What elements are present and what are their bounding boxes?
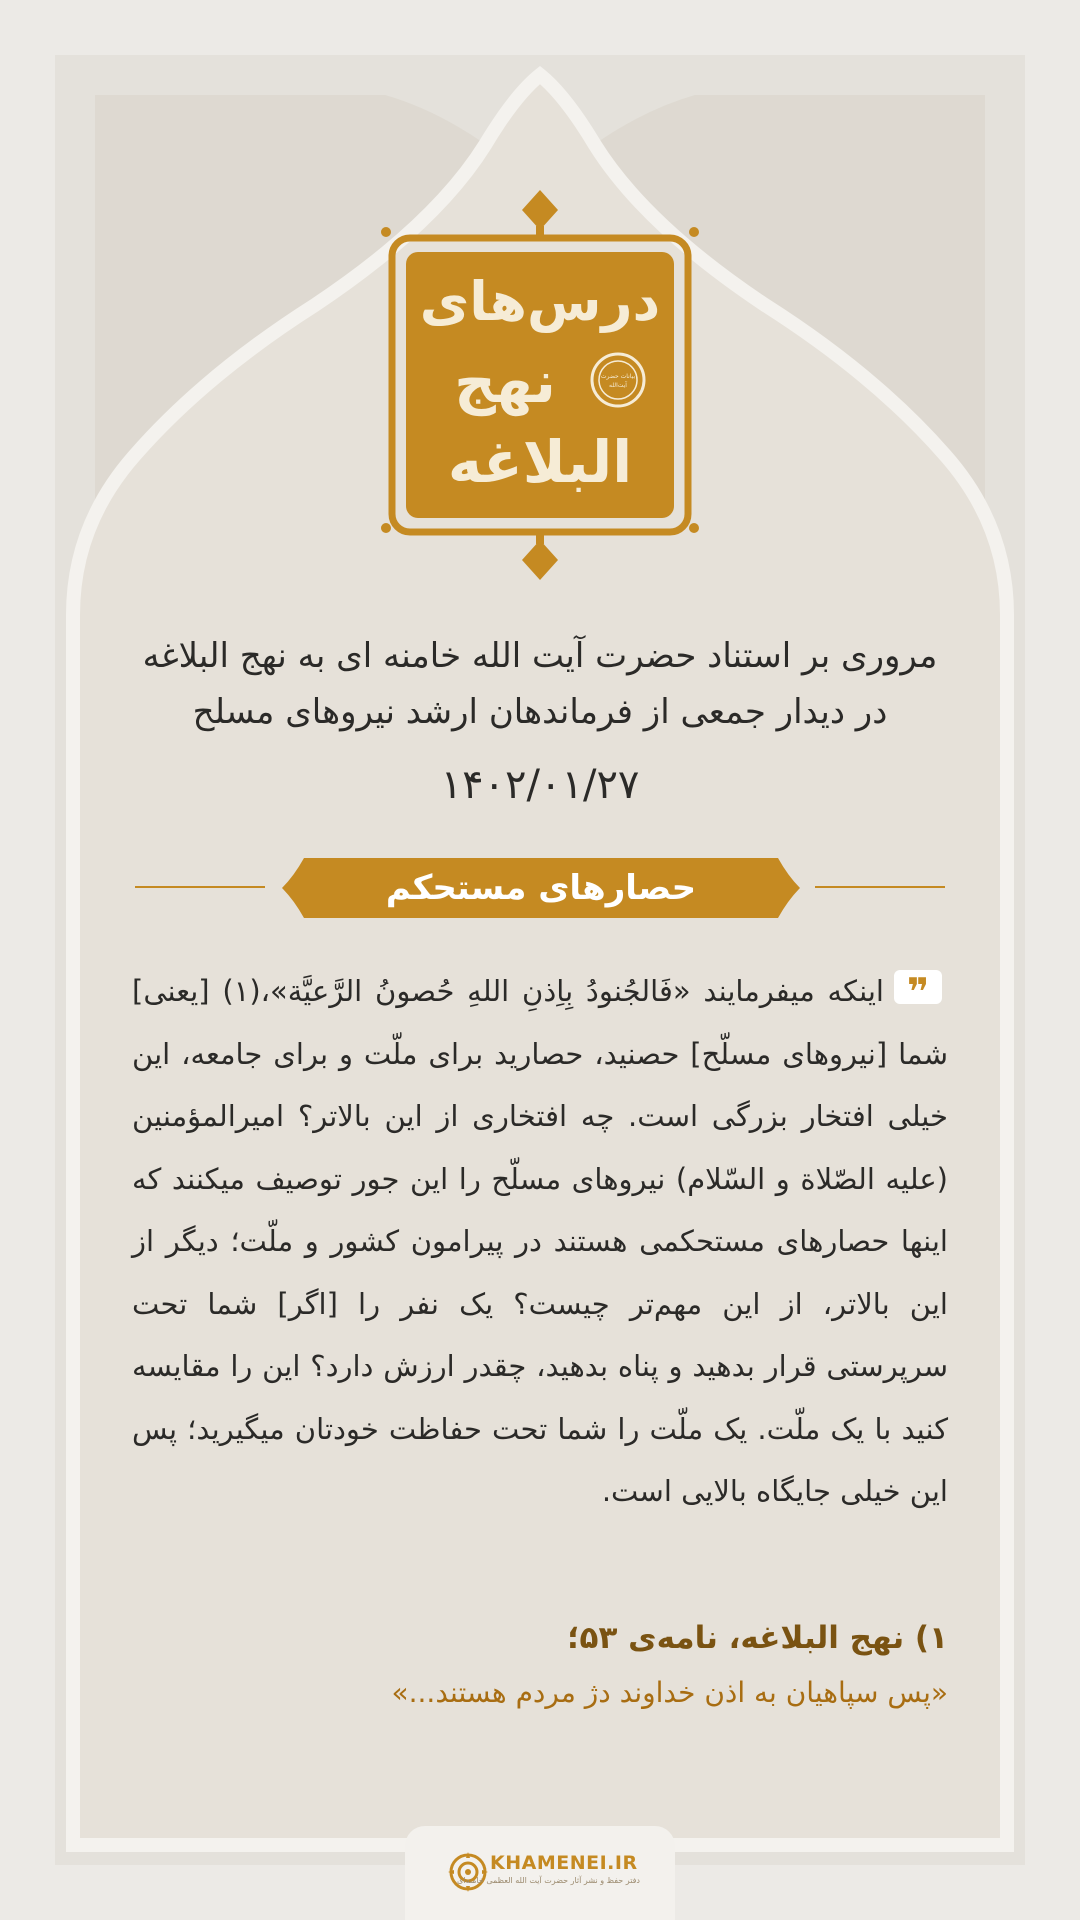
section-heading: حصارهای مستحکم	[385, 868, 697, 908]
speech-date: ۱۴۰۲/۰۱/۲۷	[440, 762, 640, 808]
subtitle-line-2: در دیدار جمعی از فرماندهان ارشد نیروهای مسلح	[192, 692, 888, 732]
khamenei-logo-icon	[448, 1852, 488, 1892]
logo-line-2: نهج	[454, 348, 556, 416]
footer-tagline: دفتر حفظ و نشر آثار حضرت آیت الله العظمی خامنه‌ای	[456, 1876, 640, 1885]
footnote-text: «پس سپاهیان به اذن خداوند دژ مردم هستند...»	[391, 1676, 948, 1709]
logo-line-1: درس‌های	[419, 270, 661, 333]
heading-rule-left	[135, 886, 265, 888]
subtitle-line-1: مروری بر استناد حضرت آیت الله خامنه ای به نهج البلاغه	[142, 636, 938, 676]
footnote-title: ۱) نهج البلاغه، نامه‌ی ۵۳؛	[567, 1620, 948, 1656]
body-text: اینکه میفرمایند «فَالجُنودُ بِاِذنِ اللهِ حُصونُ الرَّعیَّة»،(۱) [یعنی] شما [نیروهای مسلّح] حصنید، حصارید برای ملّت و برای جامعه، این خیلی افتخار بزرگی است. چه افتخاری از این بالاتر؟ امیرالمؤمنین (علیه الصّلاة و السّلام) نیروهای مسلّح را این جور توصیف میکنند که اینها حصارهای مستحکمی هستند در پیرامون کشور و ملّت؛ دیگر از این بالاتر، از این مهم‌تر چیست؟ یک نفر را [اگر] شما تحت سرپرستی قرار بدهید و پناه بدهید، چقدر ارزش دارد؟ این را مقایسه کنید با یک ملّت. یک ملّت را شما تحت حفاظت خودتان میگیرید؛ پس این خیلی جایگاه بالایی است.	[132, 974, 948, 1508]
heading-rule-right	[815, 886, 945, 888]
logo-line-3: البلاغه	[447, 428, 633, 496]
quote-icon: ❞	[894, 970, 942, 1004]
logo-seal-text: بیانات حضرت آیت‌الله	[600, 373, 636, 389]
body-quote	[132, 960, 948, 1523]
footer-brand: KHAMENEI.IR	[490, 1852, 638, 1874]
